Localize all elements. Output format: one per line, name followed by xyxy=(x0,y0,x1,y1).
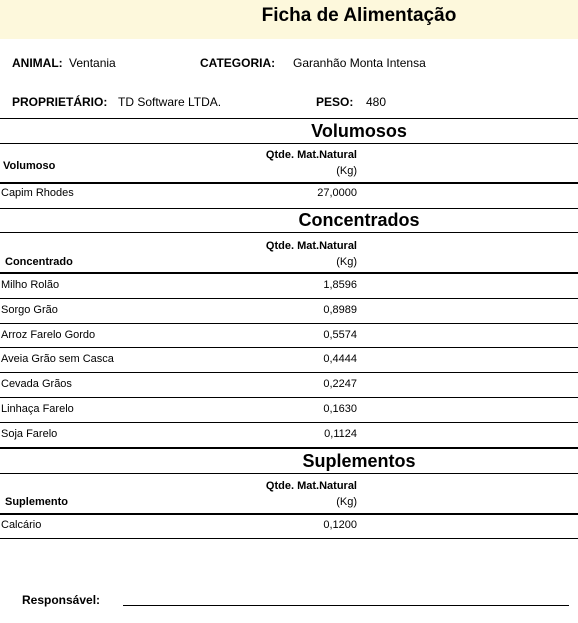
row-qty: 1,8596 xyxy=(323,279,357,291)
row-name: Sorgo Grão xyxy=(1,304,58,316)
row-name: Aveia Grão sem Casca xyxy=(1,353,114,365)
row-name: Linhaça Farelo xyxy=(1,403,74,415)
row-divider xyxy=(0,538,578,539)
signature-line xyxy=(123,605,569,606)
section-divider xyxy=(0,232,578,233)
peso-label: PESO: xyxy=(316,95,354,109)
row-name: Capim Rhodes xyxy=(1,187,74,199)
peso-value: 480 xyxy=(366,95,387,109)
column-header-qty xyxy=(220,478,357,510)
responsavel-label: Responsável: xyxy=(22,593,101,607)
categoria-value: Garanhão Monta Intensa xyxy=(293,56,426,70)
section-title-volumosos: Volumosos xyxy=(311,121,407,141)
page-title: Ficha de Alimentação xyxy=(261,5,457,26)
proprietario-label: PROPRIETÁRIO: xyxy=(12,95,108,109)
section-title-concentrados: Concentrados xyxy=(298,210,420,230)
row-divider xyxy=(0,298,578,299)
proprietario-value: TD Software LTDA. xyxy=(118,95,222,109)
column-header-qty xyxy=(220,147,357,179)
row-divider xyxy=(0,347,578,348)
column-header-qty xyxy=(220,238,357,270)
table-header-divider xyxy=(0,182,578,184)
row-divider xyxy=(0,323,578,324)
section-divider xyxy=(0,143,578,144)
row-qty: 0,2247 xyxy=(323,378,357,390)
column-header-suplemento: Suplemento xyxy=(5,496,68,508)
section-title-suplementos: Suplementos xyxy=(302,451,416,471)
column-header-concentrado: Concentrado xyxy=(5,256,73,268)
categoria-label: CATEGORIA: xyxy=(200,56,276,70)
section-divider xyxy=(0,118,578,119)
row-name: Cevada Grãos xyxy=(1,378,72,390)
animal-value: Ventania xyxy=(69,56,116,70)
row-name: Calcário xyxy=(1,519,42,531)
row-divider xyxy=(0,208,578,209)
section-divider xyxy=(0,473,578,474)
row-divider xyxy=(0,422,578,423)
row-name: Arroz Farelo Gordo xyxy=(1,329,96,341)
column-header-qty-label: Qtde. Mat.Natural xyxy=(265,240,357,252)
section-divider xyxy=(0,447,578,449)
row-qty: 0,8989 xyxy=(323,304,357,316)
row-qty: 0,1630 xyxy=(323,403,357,415)
row-name: Milho Rolão xyxy=(1,279,60,291)
row-qty: 0,1200 xyxy=(323,519,357,531)
row-divider xyxy=(0,397,578,398)
row-qty: 0,1124 xyxy=(324,428,357,440)
table-header-divider xyxy=(0,513,578,515)
column-header-qty-label: Qtde. Mat.Natural xyxy=(265,149,357,161)
row-qty: 27,0000 xyxy=(317,187,357,199)
column-header-volumoso: Volumoso xyxy=(3,160,56,172)
table-header-divider xyxy=(0,272,578,274)
row-qty: 0,4444 xyxy=(323,353,357,365)
animal-label: ANIMAL: xyxy=(12,56,63,70)
row-name: Soja Farelo xyxy=(1,428,58,440)
row-qty: 0,5574 xyxy=(323,329,357,341)
row-divider xyxy=(0,372,578,373)
column-header-qty-unit: (Kg) xyxy=(336,496,357,508)
column-header-qty-unit: (Kg) xyxy=(336,165,357,177)
column-header-qty-label: Qtde. Mat.Natural xyxy=(265,480,357,492)
column-header-qty-unit: (Kg) xyxy=(336,256,357,268)
